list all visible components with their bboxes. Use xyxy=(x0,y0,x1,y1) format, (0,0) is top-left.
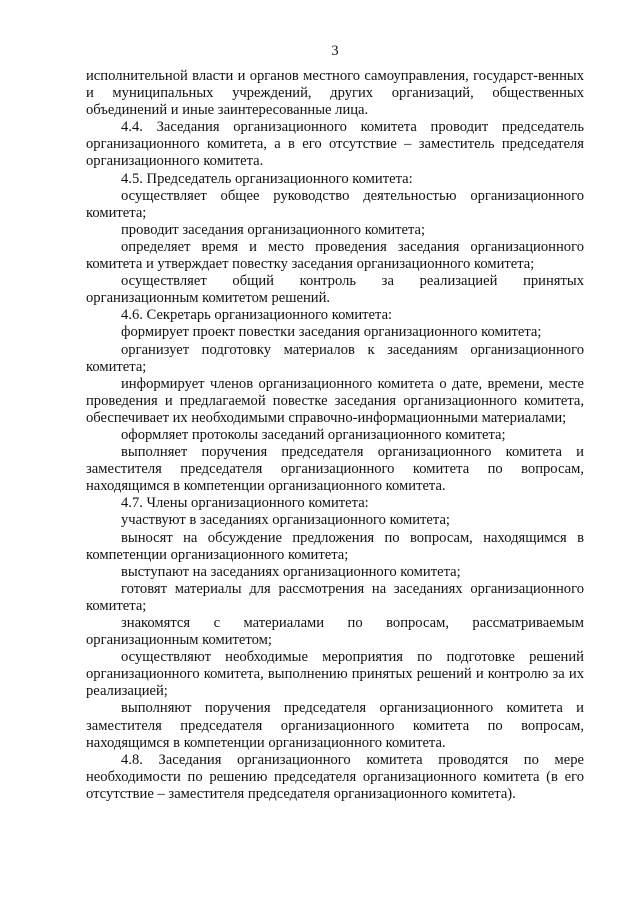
paragraph-4-6-heading: 4.6. Секретарь организационного комитета: xyxy=(121,307,393,324)
paragraph-4-4: 4.4. Заседания организационного комитета проводит председатель организационного комитета, а в его отсутствие – заместитель председателя организационного комитета. xyxy=(86,119,584,170)
paragraph-continuation: исполнительной власти и органов местного самоуправления, государст-венных и муниципальных учреждений, других организаций, общественных объединений и иные заинтересованные лица. xyxy=(86,68,584,119)
member-duty-prepare-materials: готовят материалы для рассмотрения на заседаниях организационного комитета; xyxy=(86,580,584,614)
secretary-duty-prepare-materials: организует подготовку материалов к заседаниям организационного комитета; xyxy=(86,341,584,375)
chairman-duty-conducts-meetings: проводит заседания организационного комитета; xyxy=(121,221,426,238)
member-duty-implement-measures: осуществляют необходимые мероприятия по подготовке решений организационного комитета, выполнению принятых решений и контролю за их реализацией; xyxy=(86,649,584,700)
paragraph-4-5-heading: 4.5. Председатель организационного комитета: xyxy=(121,170,413,187)
page-number: 3 xyxy=(331,43,339,59)
chairman-duty-general-management: осуществляет общее руководство деятельностью организационного комитета; xyxy=(86,187,584,221)
secretary-duty-instructions: выполняет поручения председателя организационного комитета и заместителя председателя организационного комитета по вопросам, находящимся в компетенции организационного комитета. xyxy=(86,444,584,495)
document-page xyxy=(86,0,584,910)
chairman-duty-sets-time-place: определяет время и место проведения заседания организационного комитета и утверждает повестку заседания организационного комитета; xyxy=(86,238,584,273)
member-duty-participate: участвуют в заседаниях организационного комитета; xyxy=(121,512,450,529)
secretary-duty-inform-members: информирует членов организационного комитета о дате, времени, месте проведения и предлагаемой повестке заседания организационного комитета, обеспечивает их необходимыми справочно-информационными материалами; xyxy=(86,375,584,426)
secretary-duty-protocols: оформляет протоколы заседаний организационного комитета; xyxy=(121,426,506,443)
member-duty-speak: выступают на заседаниях организационного комитета; xyxy=(121,563,461,580)
member-duty-review-materials: знакомятся с материалами по вопросам, рассматриваемым организационным комитетом; xyxy=(86,615,584,649)
member-duty-instructions: выполняют поручения председателя организационного комитета и заместителя председателя организационного комитета по вопросам, находящимся в компетенции организационного комитета. xyxy=(86,700,584,751)
member-duty-propose: выносят на обсуждение предложения по вопросам, находящимся в компетенции организационного комитета; xyxy=(86,529,584,563)
paragraph-4-8: 4.8. Заседания организационного комитета проводятся по мере необходимости по решению председателя организационного комитета (в его отсутствие – заместителя председателя организационного комитета). xyxy=(86,751,584,802)
paragraph-4-7-heading: 4.7. Члены организационного комитета: xyxy=(121,495,369,512)
document-body xyxy=(86,68,584,803)
chairman-duty-general-control: осуществляет общий контроль за реализацией принятых организационным комитетом решений. xyxy=(86,273,584,307)
secretary-duty-draft-agenda: формирует проект повестки заседания организационного комитета; xyxy=(121,324,542,341)
